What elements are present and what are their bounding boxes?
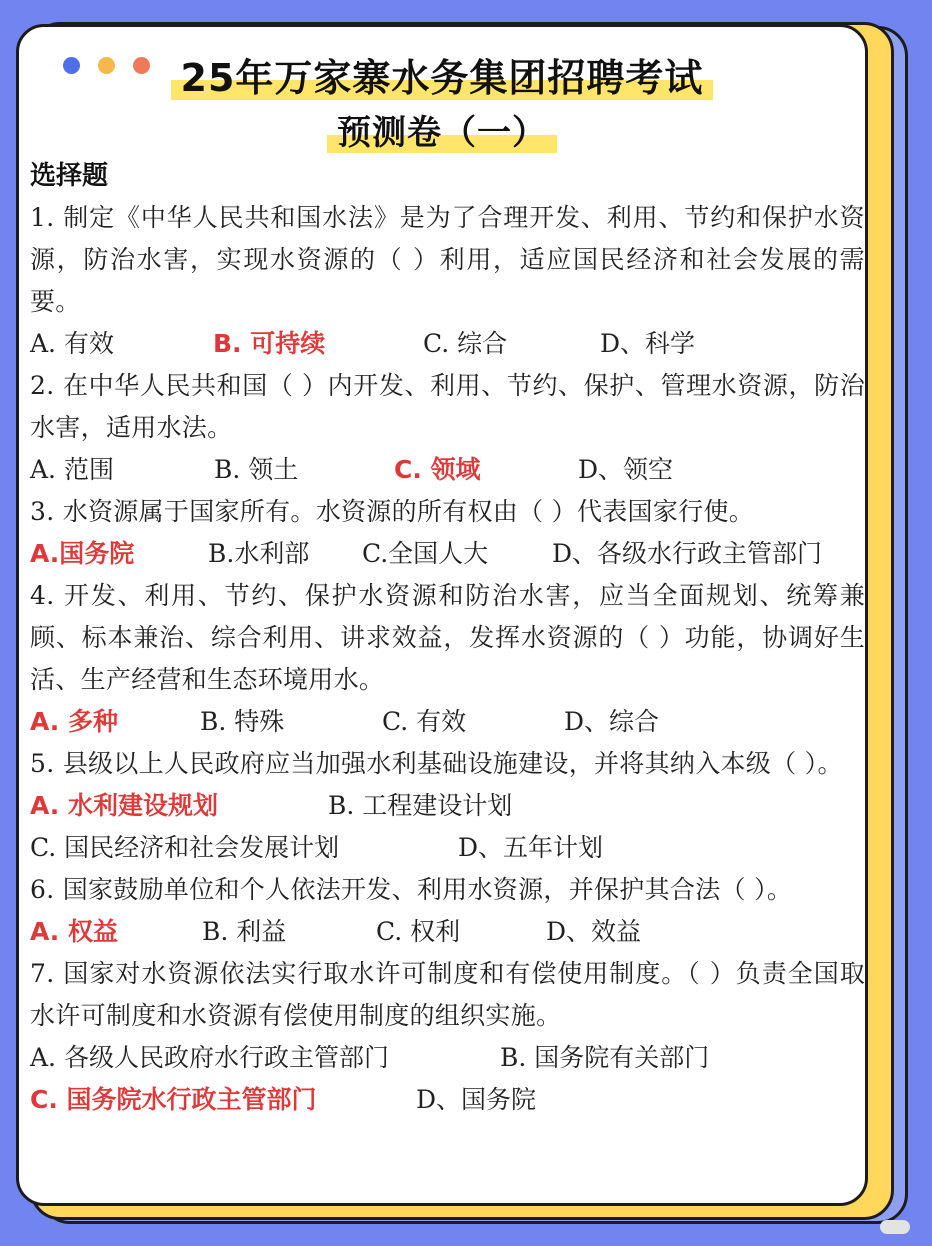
option: D、领空: [578, 455, 674, 484]
option: D、五年计划: [458, 833, 604, 862]
question-stem: 6. 国家鼓励单位和个人依法开发、利用水资源，并保护其合法（ ）。: [30, 875, 793, 904]
option: A. 范围: [30, 455, 114, 484]
option: B. 利益: [202, 917, 287, 946]
option-row: [30, 785, 865, 827]
option: B. 国务院有关部门: [500, 1043, 710, 1072]
option: B. 领土: [214, 455, 299, 484]
answer-option: B. 可持续: [213, 329, 326, 358]
answer-option: A. 水利建设规划: [30, 791, 219, 820]
exam-card: [16, 24, 868, 1206]
option: B.水利部: [208, 539, 310, 568]
option: D、国务院: [416, 1085, 537, 1114]
option: D、效益: [546, 917, 642, 946]
question-stem: 5. 县级以上人民政府应当加强水利基础设施建设，并将其纳入本级（ ）。: [30, 749, 843, 778]
watermark-icon: [880, 1220, 910, 1234]
option-row: [30, 827, 865, 869]
option: B. 工程建设计划: [328, 791, 513, 820]
option-row: [30, 533, 865, 575]
option: D、科学: [600, 329, 696, 358]
question-stem: 1. 制定《中华人民共和国水法》是为了合理开发、利用、节约和保护水资源，防治水害，实现水资源的（ ）利用，适应国民经济和社会发展的需要。: [30, 203, 865, 316]
option-row: [30, 1079, 865, 1121]
answer-option: A.国务院: [30, 539, 135, 568]
option-row: [30, 449, 865, 491]
option: D、各级水行政主管部门: [552, 539, 823, 568]
option: B. 特殊: [200, 707, 285, 736]
option: C. 权利: [376, 917, 461, 946]
section-title: 选择题: [30, 161, 109, 191]
answer-option: C. 领域: [394, 455, 481, 484]
answer-option: C. 国务院水行政主管部门: [30, 1085, 317, 1114]
question-stem: 4. 开发、利用、节约、保护水资源和防治水害，应当全面规划、统筹兼顾、标本兼治、综合利用、讲求效益，发挥水资源的（ ）功能，协调好生活、生产经营和生态环境用水。: [30, 581, 865, 694]
option-row: [30, 323, 865, 365]
option-row: [30, 701, 865, 743]
question-stem: 3. 水资源属于国家所有。水资源的所有权由（ ）代表国家行使。: [30, 497, 755, 526]
option-row: [30, 1037, 865, 1079]
option: C. 国民经济和社会发展计划: [30, 833, 340, 862]
option: A. 有效: [30, 329, 114, 358]
question-stem: 2. 在中华人民共和国（ ）内开发、利用、节约、保护、管理水资源，防治水害，适用水法。: [30, 371, 865, 442]
option: C. 综合: [423, 329, 508, 358]
answer-option: A. 多种: [30, 707, 119, 736]
option: A. 各级人民政府水行政主管部门: [30, 1043, 389, 1072]
option: C.全国人大: [362, 539, 489, 568]
page-title: 25年万家寨水务集团招聘考试: [19, 47, 865, 102]
question-list: [30, 155, 865, 1121]
page-subtitle: 预测卷（一）: [19, 105, 865, 154]
option: C. 有效: [382, 707, 467, 736]
question-stem: 7. 国家对水资源依法实行取水许可制度和有偿使用制度。（ ）负责全国取水许可制度和水资源有偿使用制度的组织实施。: [30, 959, 865, 1030]
option-row: [30, 911, 865, 953]
option: D、综合: [564, 707, 660, 736]
answer-option: A. 权益: [30, 917, 119, 946]
